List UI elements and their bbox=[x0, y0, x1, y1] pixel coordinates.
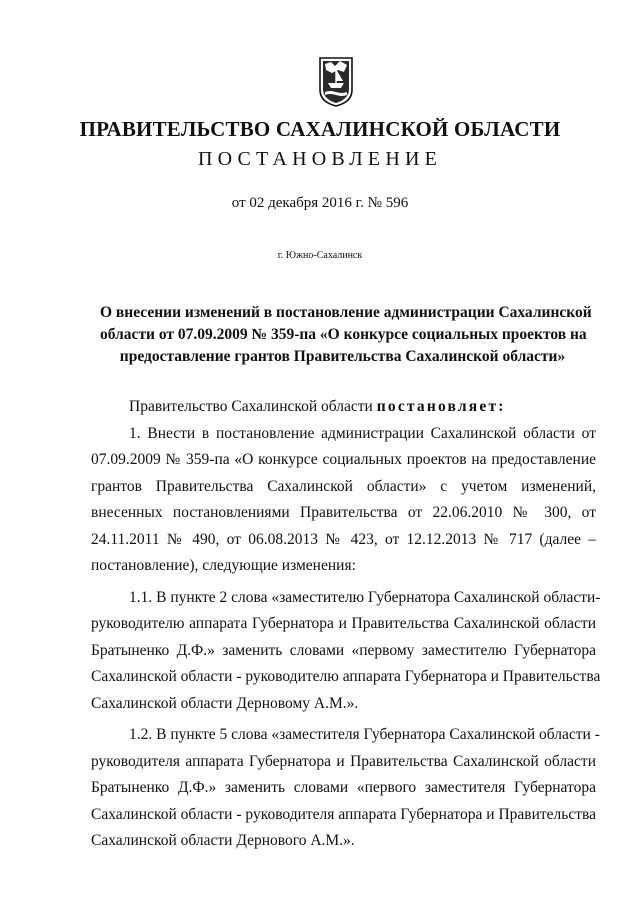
paragraph-line: руководителя аппарата Губернатора и Правительства Сахалинской области bbox=[91, 752, 596, 770]
paragraph-line: грантов Правительства Сахалинской области» с учетом изменений, bbox=[91, 477, 596, 495]
paragraph-item-1 bbox=[91, 421, 596, 580]
preamble-prefix: Правительство Сахалинской области bbox=[129, 398, 377, 415]
paragraph-line: Сахалинской области Дернового А.М.». bbox=[91, 832, 355, 849]
subject-line: области от 07.09.2009 № 359-па «О конкурсе социальных проектов на bbox=[100, 326, 587, 343]
paragraph-line: Братыненко Д.Ф.» заменить словами «первого заместителя Губернатора bbox=[91, 779, 596, 796]
government-title: ПРАВИТЕЛЬСТВО САХАЛИНСКОЙ ОБЛАСТИ bbox=[79, 117, 561, 141]
paragraph-line: Сахалинской области Дерновому А.М.». bbox=[91, 694, 359, 712]
paragraph-line: постановление), следующие изменения: bbox=[91, 557, 356, 574]
paragraph-item-1-1 bbox=[91, 585, 601, 718]
preamble bbox=[91, 394, 596, 421]
document-date-number: от 02 декабря 2016 г. № 596 bbox=[231, 195, 409, 211]
paragraph-line: 1. Внести в постановление администрации Сахалинской области от bbox=[129, 424, 596, 442]
paragraph-line: руководителю аппарата Губернатора и Правительства Сахалинской области bbox=[91, 615, 596, 632]
document-type: ПОСТАНОВЛЕНИЕ bbox=[197, 148, 443, 170]
paragraph-line: 1.1. В пункте 2 слова «заместителю Губернатора Сахалинской области- bbox=[129, 588, 601, 606]
paragraph-line: внесенных постановлениями Правительства от 22.06.2010 № 300, от bbox=[91, 504, 596, 521]
preamble-verb: постановляет: bbox=[376, 398, 506, 415]
paragraph-line: Братыненко Д.Ф.» заменить словами «первому заместителю Губернатора bbox=[91, 641, 596, 659]
document-city: г. Южно-Сахалинск bbox=[277, 250, 363, 261]
document-subject bbox=[100, 302, 592, 368]
paragraph-line: 1.2. В пункте 5 слова «заместителя Губернатора Сахалинской области - bbox=[129, 726, 600, 743]
subject-line: О внесении изменений в постановление администрации Сахалинской bbox=[100, 304, 592, 321]
paragraph-line: Сахалинской области - руководителя аппарата Губернатора и Правительства bbox=[91, 805, 596, 823]
paragraph-line: 24.11.2011 № 490, от 06.08.2013 № 423, от 12.12.2013 № 717 (далее – bbox=[91, 530, 596, 548]
paragraph-line: 07.09.2009 № 359-па «О конкурсе социальных проектов на предоставление bbox=[91, 451, 596, 468]
coat-of-arms-icon bbox=[318, 56, 354, 108]
subject-line: предоставление грантов Правительства Сахалинской области» bbox=[119, 348, 566, 365]
paragraph-line: Сахалинской области - руководителю аппарата Губернатора и Правительства bbox=[91, 668, 601, 685]
document-body bbox=[91, 394, 601, 855]
paragraph-item-1-2 bbox=[91, 722, 600, 855]
